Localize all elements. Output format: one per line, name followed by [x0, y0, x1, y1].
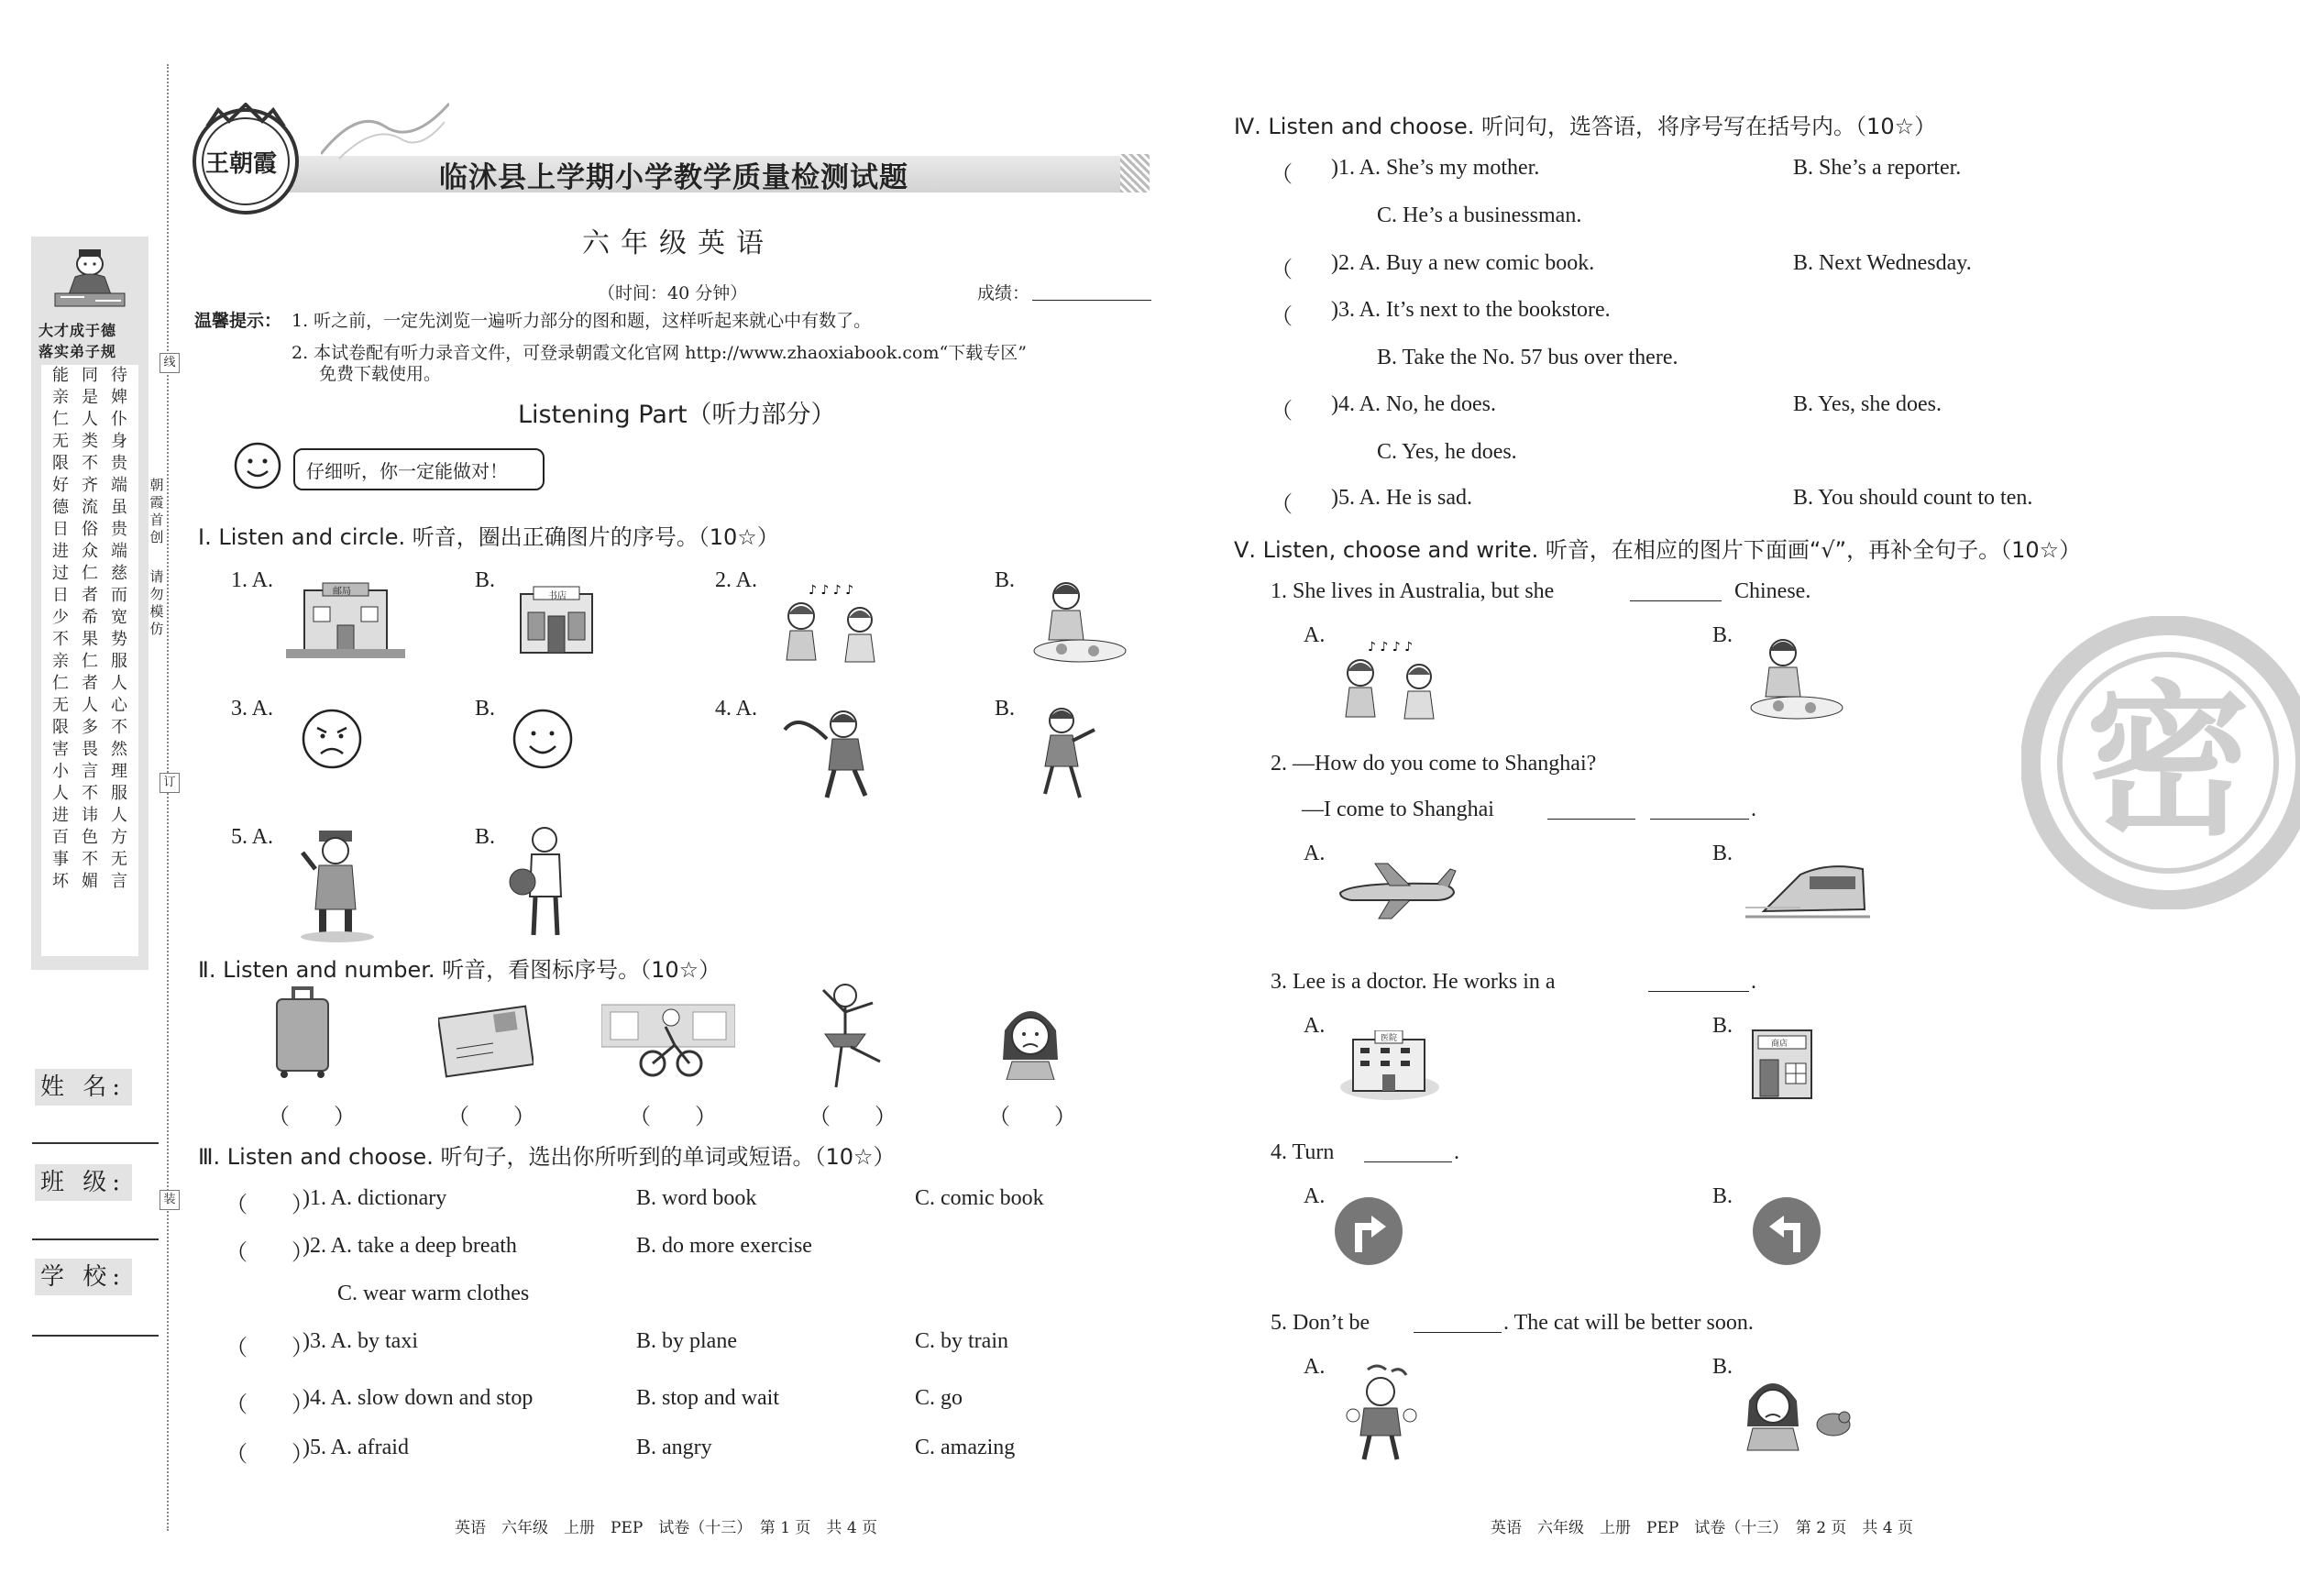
- s3-q3-option-b: B. by plane: [636, 1329, 737, 1353]
- brand-logo-text: 王朝霞: [205, 150, 278, 178]
- woman-cooking-picture-2: [1742, 633, 1847, 724]
- s1-item2-b-label: B.: [995, 568, 1016, 592]
- s5-q3-period: .: [1751, 970, 1756, 994]
- girl-dancing-picture: [1025, 702, 1100, 803]
- ballet-dancer-picture: [809, 981, 886, 1091]
- happy-face-picture: [512, 708, 574, 770]
- s3-q4-option-b: B. stop and wait: [636, 1386, 779, 1410]
- s5-q3-label-a: A.: [1304, 1014, 1326, 1038]
- basketball-player-picture: [501, 823, 579, 941]
- kids-singing-picture: [772, 583, 891, 666]
- suitcase-picture: [271, 986, 334, 1078]
- scholar-illustration: [48, 246, 132, 312]
- airplane-picture: [1335, 860, 1459, 920]
- turn-right-sign-icon: [1333, 1195, 1404, 1267]
- section-3-title: Ⅲ. Listen and choose. 听句子，选出你所听到的单词或短语。（10☆）: [198, 1144, 896, 1170]
- s5-q1-label-b: B.: [1712, 623, 1733, 647]
- footer-page-2: 英语 六年级 上册 PEP 试卷（十三） 第 2 页 共 4 页: [1491, 1519, 1914, 1537]
- s5-q5-label-b: B.: [1712, 1355, 1733, 1379]
- section-5-title: Ⅴ. Listen, choose and write. 听音，在相应的图片下面画“√”，再补全句子。（10☆）: [1234, 537, 2082, 563]
- binding-mark-staple: 订: [160, 773, 180, 793]
- s5-q4-label-b: B.: [1712, 1184, 1733, 1208]
- bookstore-sign: 书店: [548, 591, 567, 601]
- s5-q1-label-a: A.: [1304, 623, 1326, 647]
- s3-q4-option-a: )4. A. slow down and stop: [303, 1386, 534, 1410]
- s3-q4-option-c: C. go: [915, 1386, 963, 1410]
- section-1-title: Ⅰ. Listen and circle. 听音，圈出正确图片的序号。（10☆）: [198, 524, 779, 550]
- s1-item1-b-label: B.: [475, 568, 496, 592]
- kids-singing-picture-2: [1331, 638, 1450, 722]
- s3-q2-option-a: )2. A. take a deep breath: [303, 1234, 517, 1258]
- s5-q4-text: 4. Turn: [1271, 1140, 1335, 1164]
- class-field-line[interactable]: [32, 1238, 159, 1240]
- hospital-picture: [1338, 1030, 1441, 1100]
- s5-q2-blank-1[interactable]: [1547, 819, 1635, 820]
- post-office-sign: 邮局: [333, 587, 351, 597]
- listening-part-title: Listening Part（听力部分）: [518, 401, 836, 429]
- motto-box: [41, 365, 138, 956]
- s5-q5-text-start: 5. Don’t be: [1271, 1311, 1370, 1335]
- motto-top-line2: 落实弟子规: [39, 343, 117, 360]
- s5-q4-blank[interactable]: [1364, 1161, 1452, 1162]
- s1-item5-a-label: 5. A.: [231, 825, 274, 849]
- confidential-seal: [2021, 616, 2300, 909]
- s3-q3-paren[interactable]: （ ）: [226, 1337, 314, 1360]
- s3-q2-option-b: B. do more exercise: [636, 1234, 812, 1258]
- footer-page-1: 英语 六年级 上册 PEP 试卷（十三） 第 1 页 共 4 页: [455, 1519, 878, 1537]
- grid-pattern-decoration: [1120, 154, 1150, 193]
- s4-q2-option-a: )2. A. Buy a new comic book.: [1331, 251, 1595, 275]
- turn-left-sign-icon: [1751, 1195, 1822, 1267]
- s2-paren-4[interactable]: （ ）: [809, 1106, 897, 1129]
- s1-item2-a-label: 2. A.: [715, 568, 758, 592]
- s5-q3-text: 3. Lee is a doctor. He works in a: [1271, 970, 1556, 994]
- s3-q5-option-c: C. amazing: [915, 1436, 1016, 1459]
- s5-q2-question: 2. —How do you come to Shanghai?: [1271, 752, 1597, 776]
- s5-q1-blank[interactable]: [1630, 600, 1722, 601]
- s3-q5-option-a: )5. A. afraid: [303, 1436, 409, 1459]
- subject-title: 六年级英语: [582, 227, 775, 259]
- s4-q3-option-b: B. Take the No. 57 bus over there.: [1377, 346, 1678, 369]
- s5-q5-text-end: . The cat will be better soon.: [1503, 1311, 1754, 1335]
- s2-paren-5[interactable]: （ ）: [988, 1106, 1076, 1129]
- s3-q2-paren[interactable]: （ ）: [226, 1241, 314, 1265]
- s4-q3-option-a: )3. A. It’s next to the bookstore.: [1331, 298, 1611, 322]
- s4-q5-paren[interactable]: （: [1271, 493, 1337, 517]
- s4-q1-paren[interactable]: （: [1271, 163, 1337, 187]
- s4-q1-option-b: B. She’s a reporter.: [1793, 156, 1962, 180]
- s2-paren-1[interactable]: （ ）: [268, 1106, 356, 1129]
- s5-q3-label-b: B.: [1712, 1014, 1733, 1038]
- bookstore-picture: [515, 585, 598, 658]
- tips-line-1: 1. 听之前，一定先浏览一遍听力部分的图和题，这样听起来就心中有数了。: [292, 311, 872, 331]
- s5-q1-text-start: 1. She lives in Australia, but she: [1271, 579, 1555, 603]
- s3-q5-paren[interactable]: （ ）: [226, 1443, 314, 1467]
- motto-column-1: 能亲仁无限好德日进过日少不亲仁无限害小人进百事坏: [52, 366, 69, 891]
- s3-q1-option-b: B. word book: [636, 1186, 757, 1210]
- section-4-title: Ⅳ. Listen and choose. 听问句，选答语，将序号写在括号内。（10☆）: [1234, 114, 1937, 139]
- postcard-picture: [438, 1003, 534, 1078]
- score-blank[interactable]: [1032, 300, 1151, 301]
- s3-q1-paren[interactable]: （ ）: [226, 1194, 314, 1217]
- s3-q5-option-b: B. angry: [636, 1436, 712, 1459]
- s5-q1-text-end: Chinese.: [1734, 579, 1811, 603]
- s5-q2-label-a: A.: [1304, 842, 1326, 865]
- s4-q4-option-a: )4. A. No, he does.: [1331, 392, 1496, 416]
- motto-top-line1: 大才成于德: [39, 322, 117, 339]
- s5-q4-period: .: [1454, 1140, 1459, 1164]
- s5-q5-blank[interactable]: [1414, 1332, 1502, 1333]
- confidential-seal-text: 密: [2085, 666, 2251, 858]
- hospital-sign: 医院: [1381, 1034, 1398, 1043]
- s5-q3-blank[interactable]: [1648, 991, 1749, 992]
- s3-q2-option-c: C. wear warm clothes: [337, 1282, 530, 1305]
- s1-item1-a-label: 1. A.: [231, 568, 274, 592]
- s4-q4-option-c: C. Yes, he does.: [1377, 440, 1517, 464]
- score-label: 成绩：: [977, 283, 1030, 303]
- sad-girl-picture: [994, 996, 1067, 1080]
- s2-paren-3[interactable]: （ ）: [629, 1106, 717, 1129]
- tips-line-2: 2. 本试卷配有听力录音文件，可登录朝霞文化官网 http://www.zhaoxiabook.com“下载专区”: [292, 343, 1027, 363]
- sad-girl-with-cat-picture: [1742, 1370, 1857, 1452]
- s4-q4-option-b: B. Yes, she does.: [1793, 392, 1942, 416]
- s4-q1-option-c: C. He’s a businessman.: [1377, 204, 1582, 227]
- s4-q2-option-b: B. Next Wednesday.: [1793, 251, 1972, 275]
- binding-text-original: 朝霞首创: [149, 477, 164, 545]
- s5-q4-label-a: A.: [1304, 1184, 1326, 1208]
- binding-mark-bind: 装: [160, 1190, 180, 1210]
- s1-item3-a-label: 3. A.: [231, 697, 274, 721]
- s4-q3-paren[interactable]: （: [1271, 305, 1337, 329]
- speech-bubble-text: 仔细听，你一定能做对！: [306, 460, 508, 482]
- exam-time: （时间：40 分钟）: [598, 283, 748, 303]
- motto-column-2: 同是人类不齐流俗众仁者希果仁者人多畏言不讳色不媚: [82, 366, 98, 891]
- s5-q2-period: .: [1751, 798, 1756, 821]
- woman-cooking-picture: [1025, 576, 1130, 667]
- s5-q2-blank-2[interactable]: [1650, 819, 1749, 820]
- s3-q3-option-a: )3. A. by taxi: [303, 1329, 418, 1353]
- s3-q1-option-c: C. comic book: [915, 1186, 1044, 1210]
- s5-q2-answer-start: —I come to Shanghai: [1302, 798, 1494, 821]
- motto-column-3: 待婢仆身贵端虽贵端慈而宽势服人心不然理服人方无言: [111, 366, 127, 891]
- s3-q4-paren[interactable]: （ ）: [226, 1393, 314, 1417]
- smiley-face-icon: [233, 441, 282, 490]
- boy-riding-bike-picture: [601, 999, 735, 1078]
- binding-mark-line: 线: [160, 353, 180, 373]
- class-field-label: 班 级:: [35, 1164, 132, 1201]
- s2-paren-2[interactable]: （ ）: [447, 1106, 535, 1129]
- school-field-line[interactable]: [32, 1335, 159, 1337]
- s1-item5-b-label: B.: [475, 825, 496, 849]
- s4-q5-option-a: )5. A. He is sad.: [1331, 486, 1472, 510]
- tips-line-3: 免费下载使用。: [319, 364, 442, 384]
- post-office-picture: [286, 579, 405, 662]
- s4-q4-paren[interactable]: （: [1271, 400, 1337, 424]
- police-officer-picture: [292, 825, 383, 942]
- train-picture: [1745, 856, 1870, 922]
- s4-q5-option-b: B. You should count to ten.: [1793, 486, 2033, 510]
- binding-text-no-copy: 请勿模仿: [149, 568, 164, 637]
- s4-q1-option-a: )1. A. She’s my mother.: [1331, 156, 1540, 180]
- angry-face-picture: [301, 708, 363, 770]
- school-field-label: 学 校:: [35, 1259, 132, 1295]
- exam-title: 临沭县上学期小学教学质量检测试题: [439, 161, 908, 194]
- angry-boy-picture: [1340, 1362, 1425, 1465]
- svg-text:♪ ♪ ♪ ♪: ♪ ♪ ♪ ♪: [1368, 640, 1414, 655]
- section-2-title: Ⅱ. Listen and number. 听音，看图标序号。（10☆）: [198, 957, 721, 983]
- name-field-line[interactable]: [32, 1142, 159, 1144]
- s1-item4-b-label: B.: [995, 697, 1016, 721]
- name-field-label: 姓 名:: [35, 1069, 132, 1106]
- boy-with-sword-picture: [781, 702, 891, 803]
- s4-q2-paren[interactable]: （: [1271, 259, 1337, 282]
- binding-dotted-line: [167, 64, 169, 1531]
- s1-item3-b-label: B.: [475, 697, 496, 721]
- s3-q3-option-c: C. by train: [915, 1329, 1008, 1353]
- tips-label: 温馨提示：: [194, 311, 282, 331]
- s3-q1-option-a: )1. A. dictionary: [303, 1186, 447, 1210]
- svg-text:♪ ♪ ♪ ♪: ♪ ♪ ♪ ♪: [809, 583, 854, 598]
- s5-q5-label-a: A.: [1304, 1355, 1326, 1379]
- s5-q2-label-b: B.: [1712, 842, 1733, 865]
- shop-picture: [1751, 1027, 1813, 1100]
- s1-item4-a-label: 4. A.: [715, 697, 758, 721]
- brand-logo-emblem: [189, 103, 303, 216]
- shop-sign: 商店: [1771, 1040, 1788, 1049]
